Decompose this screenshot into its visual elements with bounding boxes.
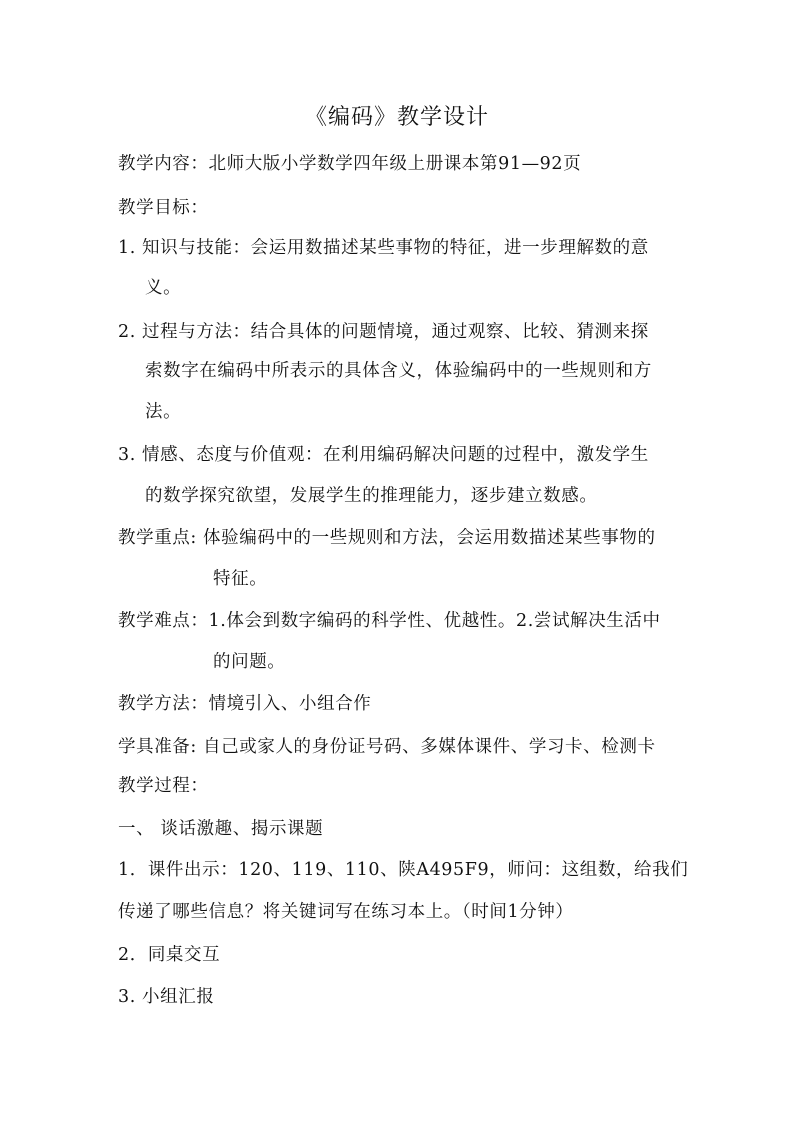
step1-line2: 传递了哪些信息？将关键词写在练习本上。（时间1分钟） <box>118 902 574 922</box>
goal3-line2: 的数学探究欲望，发展学生的推理能力，逐步建立数感。 <box>145 486 598 506</box>
goal1-line1: 1. 知识与技能：会运用数描述某些事物的特征，进一步理解数的意 <box>118 238 649 258</box>
process-heading: 教学过程： <box>118 776 209 796</box>
teaching-method: 教学方法：情境引入、小组合作 <box>118 694 372 714</box>
step1-line1: 1．课件出示：120、119、110、陕A495F9，师问：这组数，给我们 <box>118 860 689 880</box>
goals-heading: 教学目标： <box>118 198 209 218</box>
goal3-line1: 3. 情感、态度与价值观：在利用编码解决问题的过程中，激发学生 <box>118 445 649 465</box>
difficulty-line2: 的问题。 <box>213 652 286 672</box>
goal2-line1: 2. 过程与方法：结合具体的问题情境，通过观察、比较、猜测来探 <box>118 322 649 342</box>
difficulty-line1: 教学难点：1.体会到数字编码的科学性、优越性。2.尝试解决生活中 <box>118 611 661 631</box>
key-points-line2: 特征。 <box>213 569 268 589</box>
step2: 2．同桌交互 <box>118 945 221 965</box>
document-title: 《编码》教学设计 <box>304 105 489 130</box>
goal2-line3: 法。 <box>145 402 182 422</box>
key-points-line1: 教学重点: 体验编码中的一些规则和方法，会运用数描述某些事物的 <box>118 528 656 548</box>
teaching-content: 教学内容：北师大版小学数学四年级上册课本第91—92页 <box>118 154 582 174</box>
goal2-line2: 索数字在编码中所表示的具体含义，体验编码中的一些规则和方 <box>145 361 652 381</box>
section-heading-1: 一、 谈话激趣、揭示课题 <box>118 819 324 839</box>
goal1-line2: 义。 <box>145 278 182 298</box>
step3: 3. 小组汇报 <box>118 987 215 1007</box>
learning-tools: 学具准备: 自己或家人的身份证号码、多媒体课件、学习卡、检测卡 <box>118 737 656 757</box>
